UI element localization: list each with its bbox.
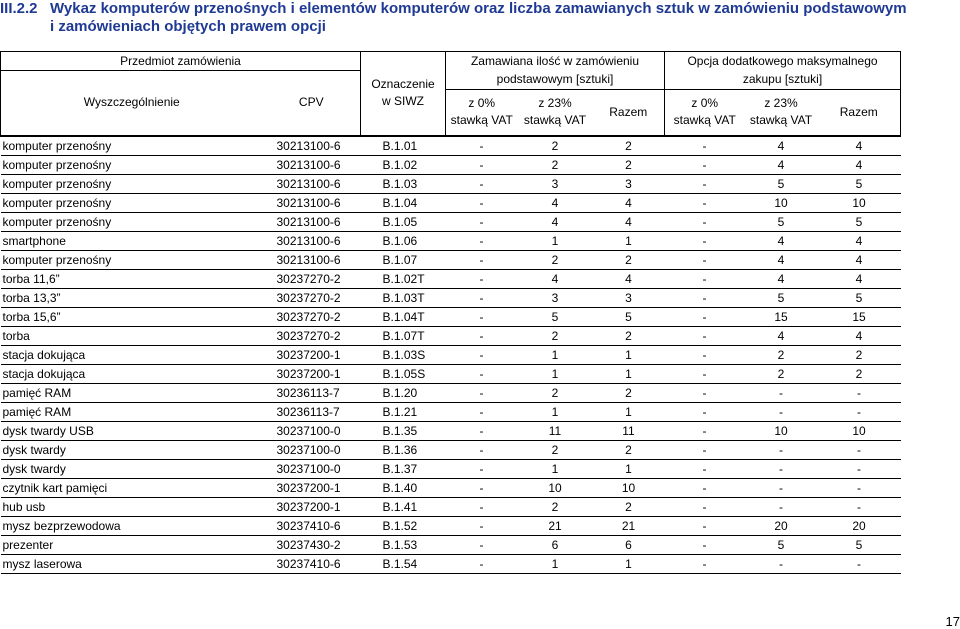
cell-basic-vat0: - <box>446 535 518 554</box>
cell-option-vat0: - <box>665 383 745 402</box>
cell-option-total: - <box>818 459 901 478</box>
cell-basic-vat23: 10 <box>518 478 593 497</box>
cell-option-total: - <box>818 554 901 573</box>
cell-option-total: 20 <box>818 516 901 535</box>
cell-basic-vat23: 3 <box>518 174 593 193</box>
header-option-vat0: z 0% stawką VAT <box>665 89 745 136</box>
cell-name: smartphone <box>1 231 263 250</box>
cell-basic-total: 1 <box>593 364 665 383</box>
cell-basic-vat0: - <box>446 231 518 250</box>
cell-cpv: 30237100-0 <box>263 459 361 478</box>
table-row <box>1 231 901 250</box>
cell-name: pamięć RAM <box>1 383 263 402</box>
cell-basic-vat23: 2 <box>518 326 593 345</box>
cell-option-vat0: - <box>665 402 745 421</box>
cell-basic-vat0: - <box>446 554 518 573</box>
cell-name: komputer przenośny <box>1 250 263 269</box>
cell-basic-vat0: - <box>446 326 518 345</box>
cell-basic-vat23: 1 <box>518 459 593 478</box>
cell-option-vat0: - <box>665 250 745 269</box>
cell-basic-vat23: 2 <box>518 155 593 174</box>
cell-basic-total: 10 <box>593 478 665 497</box>
cell-option-vat23: 10 <box>745 193 818 212</box>
cell-basic-vat0: - <box>446 307 518 326</box>
cell-cpv: 30237430-2 <box>263 535 361 554</box>
cell-name: torba 13,3” <box>1 288 263 307</box>
cell-name: pamięć RAM <box>1 402 263 421</box>
table-row <box>1 459 901 478</box>
cell-basic-total: 21 <box>593 516 665 535</box>
cell-option-vat23: 10 <box>745 421 818 440</box>
cell-option-total: 5 <box>818 174 901 193</box>
cell-basic-vat0: - <box>446 516 518 535</box>
cell-basic-vat23: 4 <box>518 269 593 288</box>
header-basic-total: Razem <box>593 89 665 136</box>
cell-basic-vat0: - <box>446 155 518 174</box>
cell-designation: B.1.02T <box>361 269 446 288</box>
cell-designation: B.1.21 <box>361 402 446 421</box>
cell-basic-vat0: - <box>446 345 518 364</box>
table-body <box>1 136 901 574</box>
table-row <box>1 478 901 497</box>
cell-name: stacja dokująca <box>1 345 263 364</box>
cell-cpv: 30237200-1 <box>263 478 361 497</box>
cell-designation: B.1.05 <box>361 212 446 231</box>
cell-option-vat23: - <box>745 478 818 497</box>
cell-option-vat0: - <box>665 497 745 516</box>
cell-option-total: 2 <box>818 364 901 383</box>
cell-basic-vat23: 1 <box>518 364 593 383</box>
cell-name: dysk twardy <box>1 440 263 459</box>
cell-basic-total: 3 <box>593 174 665 193</box>
cell-cpv: 30236113-7 <box>263 402 361 421</box>
cell-designation: B.1.07 <box>361 250 446 269</box>
table-row <box>1 250 901 269</box>
cell-option-vat0: - <box>665 136 745 156</box>
table-row <box>1 554 901 573</box>
cell-designation: B.1.41 <box>361 497 446 516</box>
table-row <box>1 193 901 212</box>
cell-cpv: 30213100-6 <box>263 136 361 156</box>
cell-basic-vat23: 1 <box>518 554 593 573</box>
cell-designation: B.1.52 <box>361 516 446 535</box>
cell-cpv: 30237270-2 <box>263 288 361 307</box>
table-row <box>1 288 901 307</box>
cell-basic-total: 4 <box>593 212 665 231</box>
header-specification: Wyszczególnienie <box>1 71 263 136</box>
cell-cpv: 30236113-7 <box>263 383 361 402</box>
items-table <box>0 51 901 574</box>
cell-option-vat23: 4 <box>745 326 818 345</box>
cell-name: komputer przenośny <box>1 174 263 193</box>
cell-basic-total: 4 <box>593 193 665 212</box>
cell-name: dysk twardy USB <box>1 421 263 440</box>
table-row <box>1 421 901 440</box>
section-title-line1: Wykaz komputerów przenośnych i elementów komputerów oraz liczba zamawianych sztuk w zamówieniu podstawowym <box>50 0 907 17</box>
cell-basic-total: 4 <box>593 269 665 288</box>
cell-basic-vat23: 1 <box>518 402 593 421</box>
cell-cpv: 30237270-2 <box>263 326 361 345</box>
cell-designation: B.1.02 <box>361 155 446 174</box>
cell-option-total: - <box>818 497 901 516</box>
cell-basic-vat0: - <box>446 478 518 497</box>
cell-designation: B.1.54 <box>361 554 446 573</box>
cell-option-vat23: 4 <box>745 155 818 174</box>
cell-option-vat0: - <box>665 345 745 364</box>
table-row <box>1 136 901 156</box>
cell-option-vat23: 4 <box>745 136 818 156</box>
cell-basic-vat23: 2 <box>518 136 593 156</box>
section-number: III.2.2 <box>0 0 38 17</box>
cell-option-vat23: - <box>745 440 818 459</box>
cell-designation: B.1.05S <box>361 364 446 383</box>
cell-option-vat23: - <box>745 383 818 402</box>
cell-cpv: 30237100-0 <box>263 421 361 440</box>
cell-basic-total: 5 <box>593 307 665 326</box>
table-row <box>1 440 901 459</box>
cell-designation: B.1.03T <box>361 288 446 307</box>
cell-option-vat23: - <box>745 497 818 516</box>
cell-basic-total: 1 <box>593 402 665 421</box>
table-row <box>1 364 901 383</box>
cell-cpv: 30237200-1 <box>263 345 361 364</box>
cell-basic-vat23: 4 <box>518 193 593 212</box>
cell-basic-total: 6 <box>593 535 665 554</box>
cell-option-vat0: - <box>665 269 745 288</box>
cell-option-total: - <box>818 478 901 497</box>
cell-cpv: 30237100-0 <box>263 440 361 459</box>
cell-basic-vat23: 21 <box>518 516 593 535</box>
cell-option-total: 4 <box>818 250 901 269</box>
cell-name: torba <box>1 326 263 345</box>
cell-basic-total: 3 <box>593 288 665 307</box>
cell-basic-vat23: 5 <box>518 307 593 326</box>
cell-basic-vat23: 11 <box>518 421 593 440</box>
cell-name: komputer przenośny <box>1 136 263 156</box>
table-row <box>1 402 901 421</box>
cell-option-total: 5 <box>818 212 901 231</box>
cell-option-vat0: - <box>665 193 745 212</box>
cell-basic-vat0: - <box>446 136 518 156</box>
cell-basic-vat0: - <box>446 174 518 193</box>
cell-cpv: 30213100-6 <box>263 174 361 193</box>
cell-name: komputer przenośny <box>1 212 263 231</box>
cell-designation: B.1.04T <box>361 307 446 326</box>
cell-option-total: 4 <box>818 326 901 345</box>
header-option-vat23: z 23% stawką VAT <box>745 89 818 136</box>
cell-name: mysz bezprzewodowa <box>1 516 263 535</box>
section-heading <box>0 0 907 35</box>
table-row <box>1 269 901 288</box>
cell-option-total: 5 <box>818 535 901 554</box>
cell-basic-total: 1 <box>593 231 665 250</box>
table-row <box>1 383 901 402</box>
cell-option-vat23: 20 <box>745 516 818 535</box>
cell-option-vat23: 15 <box>745 307 818 326</box>
cell-option-vat23: 4 <box>745 231 818 250</box>
cell-option-total: - <box>818 402 901 421</box>
cell-option-total: 10 <box>818 193 901 212</box>
cell-option-vat0: - <box>665 307 745 326</box>
cell-option-vat23: - <box>745 554 818 573</box>
table-row <box>1 174 901 193</box>
table-row <box>1 345 901 364</box>
cell-option-vat23: 5 <box>745 535 818 554</box>
cell-basic-total: 1 <box>593 345 665 364</box>
cell-name: mysz laserowa <box>1 554 263 573</box>
cell-option-vat0: - <box>665 155 745 174</box>
cell-option-vat0: - <box>665 421 745 440</box>
cell-option-vat23: 4 <box>745 250 818 269</box>
cell-basic-vat0: - <box>446 212 518 231</box>
cell-option-vat0: - <box>665 326 745 345</box>
cell-basic-vat23: 2 <box>518 440 593 459</box>
header-designation: Oznaczenie w SIWZ <box>361 52 446 136</box>
cell-basic-vat0: - <box>446 421 518 440</box>
cell-basic-total: 11 <box>593 421 665 440</box>
cell-cpv: 30213100-6 <box>263 155 361 174</box>
cell-basic-total: 1 <box>593 554 665 573</box>
cell-name: torba 11,6” <box>1 269 263 288</box>
cell-basic-vat23: 1 <box>518 345 593 364</box>
cell-name: hub usb <box>1 497 263 516</box>
cell-name: torba 15,6” <box>1 307 263 326</box>
cell-basic-vat23: 4 <box>518 212 593 231</box>
cell-option-vat0: - <box>665 174 745 193</box>
cell-basic-vat23: 3 <box>518 288 593 307</box>
cell-designation: B.1.03S <box>361 345 446 364</box>
cell-basic-vat23: 1 <box>518 231 593 250</box>
cell-name: komputer przenośny <box>1 155 263 174</box>
cell-basic-vat0: - <box>446 459 518 478</box>
cell-basic-total: 2 <box>593 383 665 402</box>
cell-designation: B.1.36 <box>361 440 446 459</box>
cell-designation: B.1.20 <box>361 383 446 402</box>
table-row <box>1 535 901 554</box>
cell-designation: B.1.06 <box>361 231 446 250</box>
cell-cpv: 30213100-6 <box>263 212 361 231</box>
cell-designation: B.1.53 <box>361 535 446 554</box>
cell-basic-total: 2 <box>593 155 665 174</box>
cell-designation: B.1.40 <box>361 478 446 497</box>
cell-option-vat23: - <box>745 402 818 421</box>
cell-cpv: 30237270-2 <box>263 269 361 288</box>
cell-name: czytnik kart pamięci <box>1 478 263 497</box>
cell-basic-vat0: - <box>446 269 518 288</box>
cell-option-vat0: - <box>665 535 745 554</box>
cell-name: dysk twardy <box>1 459 263 478</box>
header-option-total: Razem <box>818 89 901 136</box>
cell-option-total: 15 <box>818 307 901 326</box>
header-option-line2: zakupu [sztuki] <box>665 71 901 90</box>
cell-designation: B.1.07T <box>361 326 446 345</box>
cell-basic-vat23: 2 <box>518 250 593 269</box>
cell-designation: B.1.04 <box>361 193 446 212</box>
table-row <box>1 155 901 174</box>
cell-basic-vat0: - <box>446 193 518 212</box>
cell-name: stacja dokująca <box>1 364 263 383</box>
cell-option-vat0: - <box>665 554 745 573</box>
header-basic-line2: podstawowym [sztuki] <box>446 71 665 90</box>
table-row <box>1 212 901 231</box>
header-basic-vat0: z 0% stawką VAT <box>446 89 518 136</box>
cell-option-vat23: 2 <box>745 345 818 364</box>
cell-option-vat23: 4 <box>745 269 818 288</box>
cell-basic-vat0: - <box>446 250 518 269</box>
cell-option-total: 5 <box>818 288 901 307</box>
cell-option-vat0: - <box>665 440 745 459</box>
cell-option-total: 4 <box>818 231 901 250</box>
cell-basic-vat23: 2 <box>518 497 593 516</box>
header-basic-vat23: z 23% stawką VAT <box>518 89 593 136</box>
header-subject: Przedmiot zamówienia <box>1 52 361 71</box>
cell-basic-vat23: 6 <box>518 535 593 554</box>
header-option-line1: Opcja dodatkowego maksymalnego <box>665 52 901 71</box>
cell-basic-vat0: - <box>446 288 518 307</box>
cell-option-vat23: - <box>745 459 818 478</box>
cell-option-vat23: 5 <box>745 288 818 307</box>
section-title-line2: i zamówieniach objętych prawem opcji <box>50 18 326 35</box>
cell-basic-vat0: - <box>446 402 518 421</box>
cell-option-vat0: - <box>665 231 745 250</box>
cell-cpv: 30237270-2 <box>263 307 361 326</box>
table-row <box>1 516 901 535</box>
cell-cpv: 30237200-1 <box>263 364 361 383</box>
cell-option-vat0: - <box>665 364 745 383</box>
cell-option-total: 4 <box>818 136 901 156</box>
cell-option-vat0: - <box>665 459 745 478</box>
table-row <box>1 307 901 326</box>
cell-basic-vat0: - <box>446 364 518 383</box>
cell-basic-total: 2 <box>593 497 665 516</box>
cell-cpv: 30213100-6 <box>263 193 361 212</box>
cell-option-total: 10 <box>818 421 901 440</box>
cell-option-vat0: - <box>665 516 745 535</box>
cell-option-vat23: 5 <box>745 212 818 231</box>
cell-designation: B.1.37 <box>361 459 446 478</box>
header-cpv: CPV <box>263 71 361 136</box>
cell-basic-total: 2 <box>593 136 665 156</box>
cell-name: prezenter <box>1 535 263 554</box>
cell-option-vat0: - <box>665 212 745 231</box>
cell-cpv: 30237200-1 <box>263 497 361 516</box>
cell-option-vat0: - <box>665 478 745 497</box>
cell-option-vat23: 5 <box>745 174 818 193</box>
cell-cpv: 30237410-6 <box>263 516 361 535</box>
cell-option-total: 2 <box>818 345 901 364</box>
cell-designation: B.1.01 <box>361 136 446 156</box>
cell-basic-vat23: 2 <box>518 383 593 402</box>
cell-basic-vat0: - <box>446 383 518 402</box>
cell-option-vat23: 2 <box>745 364 818 383</box>
cell-option-total: - <box>818 383 901 402</box>
cell-cpv: 30213100-6 <box>263 250 361 269</box>
cell-name: komputer przenośny <box>1 193 263 212</box>
cell-basic-vat0: - <box>446 440 518 459</box>
table-header <box>1 52 901 136</box>
cell-option-total: 4 <box>818 155 901 174</box>
cell-basic-total: 2 <box>593 250 665 269</box>
cell-designation: B.1.03 <box>361 174 446 193</box>
cell-basic-total: 1 <box>593 459 665 478</box>
cell-basic-total: 2 <box>593 326 665 345</box>
cell-basic-total: 2 <box>593 440 665 459</box>
table-row <box>1 326 901 345</box>
cell-basic-vat0: - <box>446 497 518 516</box>
cell-option-vat0: - <box>665 288 745 307</box>
cell-cpv: 30213100-6 <box>263 231 361 250</box>
page-number: 17 <box>945 614 960 629</box>
header-basic-line1: Zamawiana ilość w zamówieniu <box>446 52 665 71</box>
cell-cpv: 30237410-6 <box>263 554 361 573</box>
table-row <box>1 497 901 516</box>
cell-option-total: - <box>818 440 901 459</box>
cell-designation: B.1.35 <box>361 421 446 440</box>
cell-option-total: 4 <box>818 269 901 288</box>
